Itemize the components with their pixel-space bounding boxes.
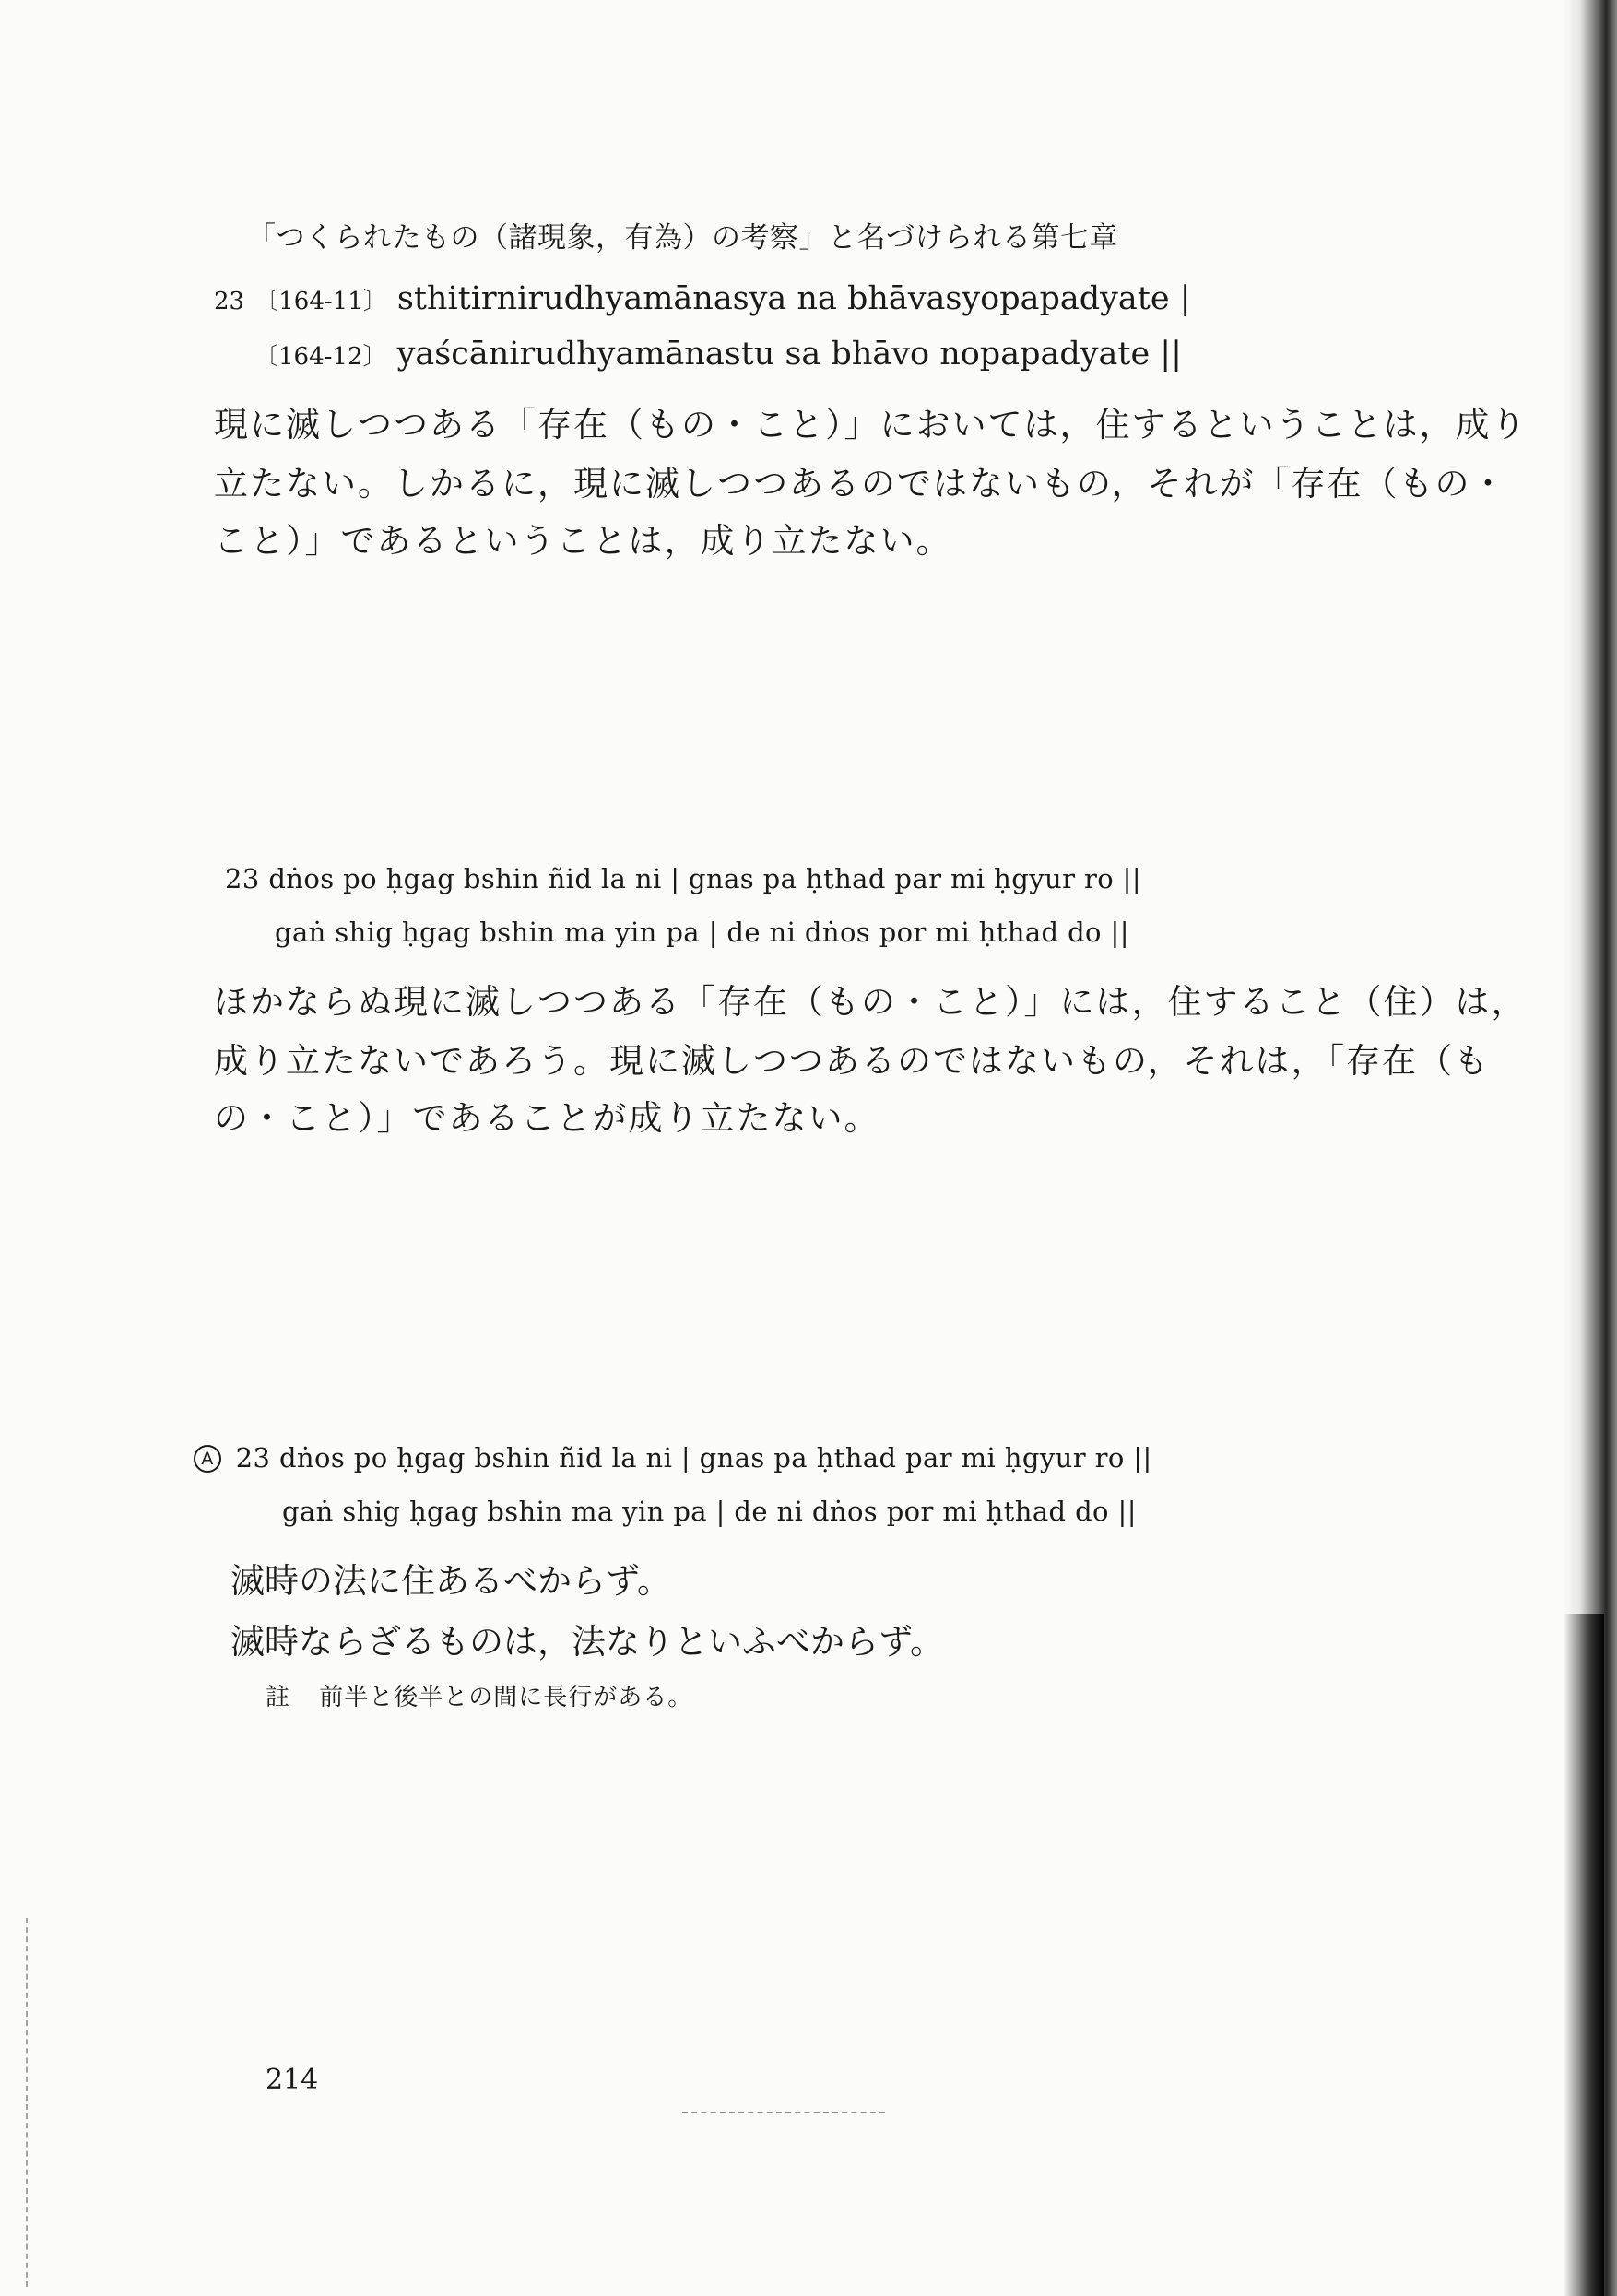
tibetan-text: dṅos po ḥgag bshin ñid la ni | gnas pa ḥthad par mi ḥgyur ro || [268, 863, 1142, 894]
tibetan-line-2: gaṅ shig ḥgag bshin ma yin pa | de ni dṅos por mi ḥthad do || [275, 917, 1129, 948]
scan-edge-mark [26, 1918, 30, 2287]
translation-line: 現に滅しつつある「存在（もの・こと）」においては，住するということは，成り [214, 405, 1528, 444]
sanskrit-text: sthitirnirudhyamānasya na bhāvasyopapadyate | [396, 280, 1191, 317]
verse-number: 23 [235, 1442, 271, 1473]
note-label: 註 [266, 1684, 291, 1711]
footnote [266, 1678, 692, 1712]
translation-line: の・こと）」であることが成り立たない。 [214, 1098, 880, 1138]
verse-reference: 〔164-12〕 [254, 343, 387, 371]
alt-tibetan-line-1 [194, 1442, 1152, 1473]
verse-number: 23 [225, 863, 260, 894]
sanskrit-line-2 [254, 336, 1182, 373]
sanskrit-line-1 [214, 280, 1191, 317]
classical-translation-line: 滅時の法に住あるべからず。 [230, 1561, 672, 1601]
binding-shadow-dark [1564, 1614, 1604, 2296]
circled-a-marker: A [194, 1445, 221, 1473]
tibetan-line-1 [225, 863, 1141, 894]
chapter-title: 「つくられたもの（諸現象，有為）の考察」と名づけられる第七章 [247, 221, 1118, 254]
translation-line: 立たない。しかるに，現に滅しつつあるのではないもの，それが「存在（もの・ [214, 464, 1507, 503]
classical-translation-line: 滅時ならざるものは，法なりといふべからず。 [230, 1622, 945, 1662]
verse-reference: 〔164-11〕 [254, 288, 387, 315]
scan-dash-mark [682, 2112, 885, 2113]
page-number: 214 [266, 2064, 319, 2096]
translation-line: 成り立たないであろう。現に滅しつつあるのではないもの，それは，「存在（も [214, 1041, 1491, 1081]
verse-number: 23 [214, 288, 245, 315]
alt-tibetan-line-2: gaṅ shig ḥgag bshin ma yin pa | de ni dṅos por mi ḥthad do || [282, 1496, 1137, 1527]
tibetan-text: dṅos po ḥgag bshin ñid la ni | gnas pa ḥthad par mi ḥgyur ro || [278, 1442, 1152, 1473]
sanskrit-text: yaścānirudhyamānastu sa bhāvo nopapadyate || [396, 336, 1182, 373]
translation-line: こと）」であるということは，成り立たない。 [214, 521, 952, 561]
note-text: 前半と後半との間に長行がある。 [319, 1684, 693, 1711]
translation-line: ほかならぬ現に滅しつつある「存在（もの・こと）」には，住すること（住）は， [214, 982, 1528, 1022]
